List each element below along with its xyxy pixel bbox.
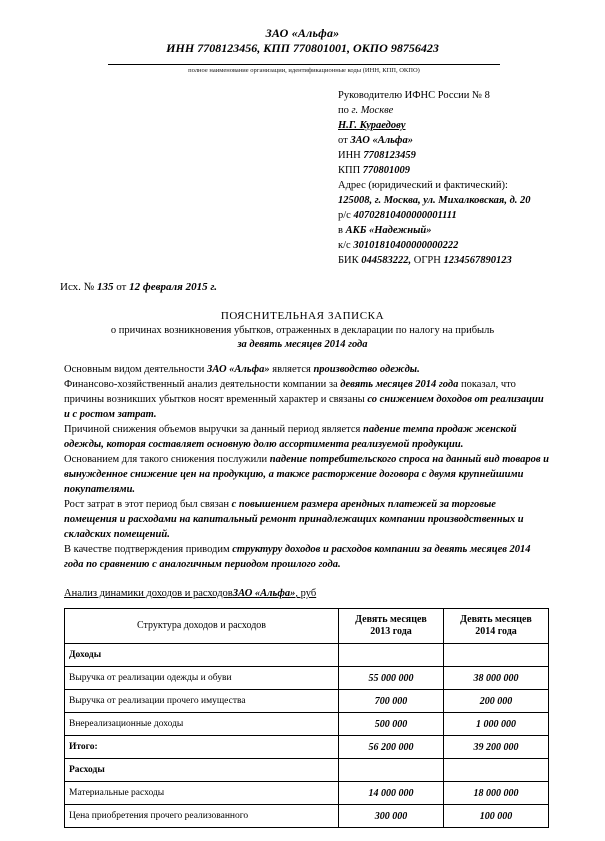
bank-name: АКБ «Надежный» [345, 225, 432, 236]
body-paragraph-6 [64, 542, 550, 572]
row-label: Итого: [65, 736, 339, 759]
p4-grounds-tail: крупнейшими покупателями. [64, 469, 524, 495]
organization-codes [0, 41, 605, 56]
row-value-2014: 38 000 000 [444, 667, 549, 690]
row-value-2014: 100 000 [444, 805, 549, 828]
row-value-2014: 39 200 000 [444, 736, 549, 759]
bik-value: 044583222, [361, 255, 412, 266]
addressee-line-city [338, 103, 598, 118]
table-caption-company: ЗАО «Альфа» [232, 588, 296, 599]
table-row [65, 690, 549, 713]
addressee-person-name: Н.Г. Кураедову [338, 120, 406, 131]
row-value-2013: 700 000 [339, 690, 444, 713]
body-paragraph-3 [64, 422, 550, 452]
table-head [65, 609, 549, 644]
p1-part-a: Основным видом деятельности [64, 364, 205, 375]
addressee-line-address-label: Адрес (юридический и фактический): [338, 180, 508, 191]
outgoing-number [60, 281, 217, 293]
addressee-city-value: г. Москве [351, 105, 394, 116]
row-label: Выручка от реализации одежды и обуви [65, 667, 339, 690]
table-header-year-2014 [444, 609, 549, 644]
correspondent-account-label: к/с [338, 240, 351, 251]
addressee-from-company: ЗАО «Альфа» [350, 135, 413, 146]
row-label: Цена приобретения прочего реализованного [65, 805, 339, 828]
table-caption-a: Анализ динамики доходов и расходов [64, 588, 233, 599]
row-label: Внереализационные доходы [65, 713, 339, 736]
table-row [65, 736, 549, 759]
kpp-value: 770801001, [293, 41, 350, 55]
table-header-row [65, 609, 549, 644]
organization-header [0, 26, 605, 56]
body-paragraph-2 [64, 377, 550, 422]
table-row [65, 759, 549, 782]
inn-value: 7708123456, [197, 41, 261, 55]
addressee-line-kpp [338, 163, 598, 178]
row-value-2013: 14 000 000 [339, 782, 444, 805]
p2-reason: со снижением доходов от реализации и с ростом затрат. [64, 394, 544, 420]
row-value-2013: 56 200 000 [339, 736, 444, 759]
settlement-account-label: р/с [338, 210, 351, 221]
document-body [64, 362, 550, 572]
header-2014-line2: 2014 года [475, 626, 517, 637]
body-paragraph-5 [64, 497, 550, 542]
addressee-line-bik-ogrn [338, 253, 598, 268]
settlement-account-value: 40702810400000001111 [353, 210, 457, 221]
addressee-line-from [338, 133, 598, 148]
inn-label: ИНН [166, 41, 195, 55]
bik-label: БИК [338, 255, 359, 266]
header-2013-line1: Девять месяцев [355, 614, 427, 625]
p1-part-c: является [272, 364, 311, 375]
table-row [65, 805, 549, 828]
addressee-inn-label: ИНН [338, 150, 361, 161]
row-value-2013 [339, 644, 444, 667]
row-value-2013: 55 000 000 [339, 667, 444, 690]
outgoing-value: 135 [96, 281, 114, 293]
document-subtitle-line1: о причинах возникновения убытков, отраженных в декларации по налогу на прибыль [110, 325, 495, 336]
addressee-line-address-value [338, 193, 598, 208]
p5-part-a: Рост затрат в этот период был связан [64, 499, 229, 510]
ogrn-label: ОГРН [413, 255, 441, 266]
document-title: ПОЯСНИТЕЛЬНАЯ ЗАПИСКА [220, 310, 385, 322]
p2-period: девять месяцев 2014 года [340, 379, 459, 390]
okpo-value: 98756423 [390, 41, 439, 55]
row-value-2014 [444, 759, 549, 782]
addressee-line-authority: Руководителю ИФНС России № 8 [338, 90, 490, 101]
addressee-address-value: 125008, г. Москва, ул. Михалковская, д. 20 [338, 195, 531, 206]
addressee-line-bank [338, 223, 598, 238]
p1-activity: производство одежды. [313, 364, 420, 375]
addressee-kpp-label: КПП [338, 165, 361, 176]
table-row [65, 667, 549, 690]
addressee-inn-value: 7708123459 [363, 150, 416, 161]
addressee-kpp-value: 770801009 [362, 165, 411, 176]
addressee-line-settlement-account [338, 208, 598, 223]
organization-name: ЗАО «Альфа» [265, 26, 340, 40]
p3-cause: падение темпа продаж женской одежды, которая составляет основную долю ассортимента реализуемой продукции. [64, 424, 517, 450]
p2-part-a: Финансово-хозяйственный анализ деятельности компании за [64, 379, 338, 390]
row-label: Выручка от реализации прочего имущества [65, 690, 339, 713]
table-row [65, 713, 549, 736]
table-header-structure: Структура доходов и расходов [65, 609, 339, 644]
header-2014-line1: Девять месяцев [460, 614, 532, 625]
addressee-block [338, 88, 598, 268]
body-paragraph-4 [64, 452, 550, 497]
addressee-line-inn [338, 148, 598, 163]
p2-part-c: показал, что причины возникших убытков носят временный характер и связаны [64, 379, 516, 405]
table-caption [64, 588, 316, 599]
table-body [65, 644, 549, 828]
body-paragraph-1 [64, 362, 550, 377]
row-value-2014: 18 000 000 [444, 782, 549, 805]
p1-company: ЗАО «Альфа» [207, 364, 270, 375]
row-label: Материальные расходы [65, 782, 339, 805]
addressee-line-person [338, 118, 598, 133]
table-row [65, 644, 549, 667]
p6-part-a: В качестве подтверждения приводим [64, 544, 230, 555]
okpo-label: ОКПО [353, 41, 388, 55]
table-header-year-2013 [339, 609, 444, 644]
correspondent-account-value: 30101810400000000222 [353, 240, 459, 251]
addressee-line-correspondent-account [338, 238, 598, 253]
row-label: Доходы [65, 644, 339, 667]
row-value-2013: 500 000 [339, 713, 444, 736]
addressee-from-prefix: от [338, 135, 348, 146]
organization-header-caption: полное наименование организации, идентификационные коды (ИНН, КПП, ОКПО) [188, 67, 420, 74]
bank-prefix: в [338, 225, 343, 236]
document-subtitle [50, 324, 555, 352]
kpp-label: КПП [263, 41, 290, 55]
row-value-2013 [339, 759, 444, 782]
table-row [65, 782, 549, 805]
ogrn-value: 1234567890123 [443, 255, 512, 266]
outgoing-date: 12 февраля 2015 г. [129, 281, 218, 293]
outgoing-prefix: Исх. № [60, 281, 95, 293]
p5-costs: с повышением размера арендных платежей за торговые помещения и расходами на капитальный ремонт принадлежащих компании производственных и складских помещений. [64, 499, 524, 540]
header-divider [108, 64, 500, 65]
addressee-city-prefix: по [338, 105, 349, 116]
income-expense-table [64, 608, 549, 828]
p4-grounds: падение потребительского спроса на данный вид товаров и вынужденное снижение цен на продукцию, а также расторжение договора с двумя [64, 454, 550, 480]
document-subtitle-line2: за девять месяцев 2014 года [237, 339, 368, 351]
header-2013-line2: 2013 года [370, 626, 412, 637]
p3-part-a: Причиной снижения объемов выручки за данный период является [64, 424, 361, 435]
row-value-2014: 1 000 000 [444, 713, 549, 736]
p6-structure: структуру доходов и расходов компании за девять месяцев 2014 года по сравнению с аналогичным периодом прошлого года. [64, 544, 531, 570]
p4-part-a: Основанием для такого снижения послужили [64, 454, 268, 465]
table-caption-units: , руб [295, 588, 317, 599]
row-value-2014: 200 000 [444, 690, 549, 713]
row-value-2013: 300 000 [339, 805, 444, 828]
outgoing-middle: от [116, 281, 127, 293]
row-label: Расходы [65, 759, 339, 782]
row-value-2014 [444, 644, 549, 667]
